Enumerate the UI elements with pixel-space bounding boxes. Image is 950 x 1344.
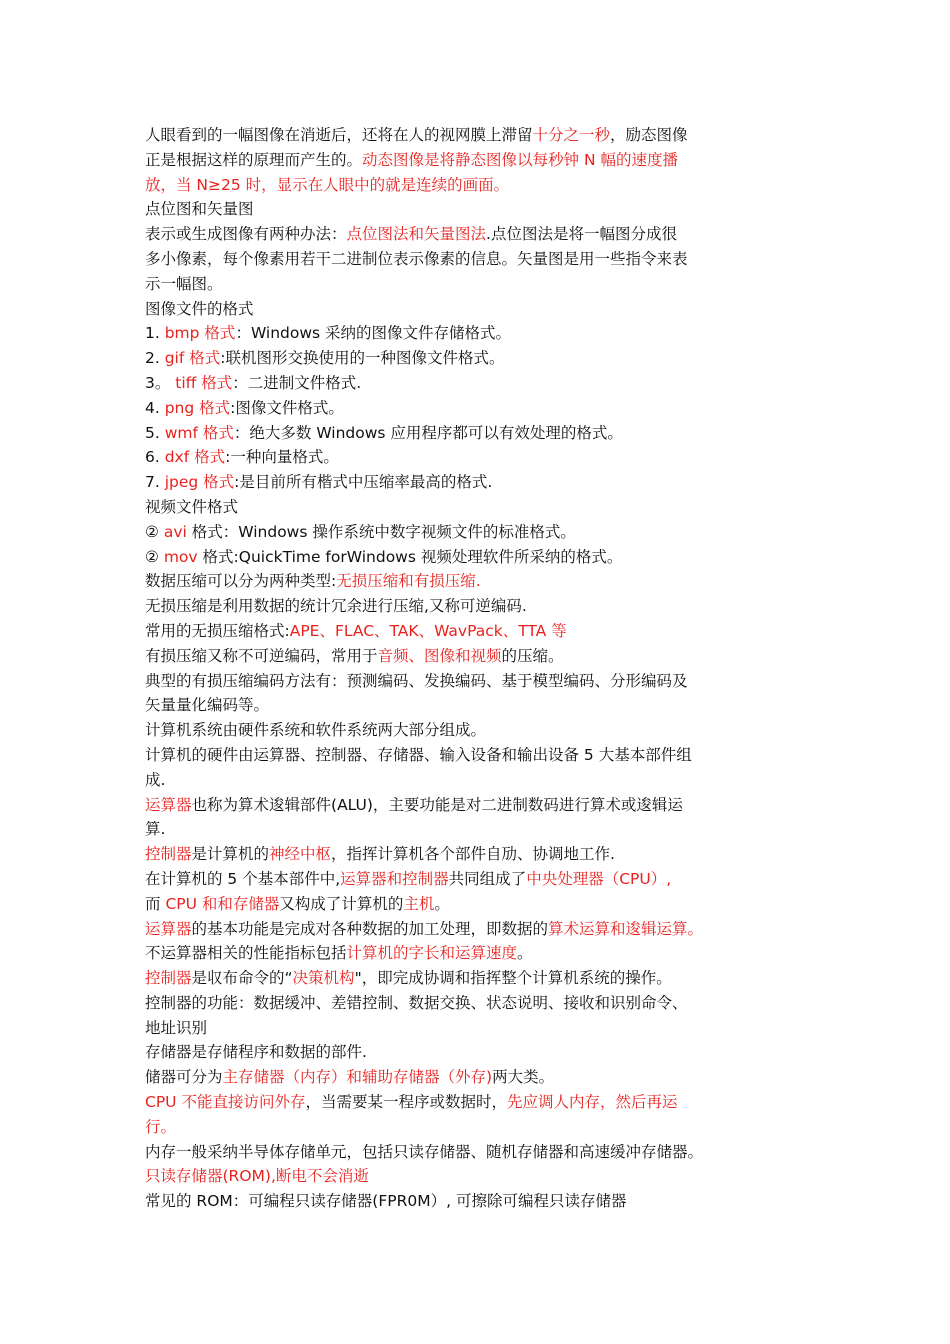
highlighted-text: bmp 格式 xyxy=(164,324,236,343)
text-line xyxy=(145,321,755,346)
document-body xyxy=(145,123,755,1214)
body-text: 有损压缩又称不可逆编码，常用于 xyxy=(145,646,378,665)
body-text: :联机图形交换使用的一种图像文件格式。 xyxy=(220,349,505,368)
body-text: 6. xyxy=(145,448,165,467)
highlighted-text: 神经中枢 xyxy=(269,845,332,864)
highlighted-text: 主存储器（内存）和辅助存储器（外存) xyxy=(222,1068,493,1087)
text-line xyxy=(145,1189,755,1214)
highlighted-text: 行。 xyxy=(145,1117,177,1136)
highlighted-text: 运算器 xyxy=(145,919,192,938)
body-text: 常用的无损压缩格式: xyxy=(145,621,290,640)
highlighted-text: 决策机构 xyxy=(292,969,355,988)
body-text: 储器可分为 xyxy=(145,1068,223,1087)
body-text: 正是根据这样的原理而产生的。 xyxy=(145,150,363,169)
text-line xyxy=(145,644,755,669)
text-line xyxy=(145,718,755,743)
highlighted-text: gif 格式 xyxy=(164,349,221,368)
text-line xyxy=(145,569,755,594)
body-text: 点位图和矢量图 xyxy=(145,200,254,219)
body-text: .点位图法是将一幅图分成很 xyxy=(486,225,677,244)
body-text: 也称为算术逡辑部件(ALU)，主要功能是对二进制数码进行算术或逡辑运 xyxy=(191,795,683,814)
body-text: 示一幅图。 xyxy=(145,274,223,293)
body-text: :一种向量格式。 xyxy=(225,448,339,467)
text-line xyxy=(145,817,755,842)
body-text: 数据压缩可以分为两种类型: xyxy=(145,572,337,591)
body-text: 1. xyxy=(145,324,165,343)
body-text: 是収布命令的“ xyxy=(191,969,293,988)
body-text: ② xyxy=(145,522,164,541)
highlighted-text: png 格式 xyxy=(164,398,231,417)
highlighted-text: 运算器 xyxy=(145,795,192,814)
text-line xyxy=(145,346,755,371)
text-line xyxy=(145,1115,755,1140)
text-line xyxy=(145,966,755,991)
highlighted-text: 运算器和控制器 xyxy=(340,869,449,888)
highlighted-text: 算术运算和逡辑运算。 xyxy=(548,919,704,938)
body-text: 无损压缩是利用数据的统计冗余进行压缩,又称可逆编码. xyxy=(145,597,527,616)
highlighted-text: 先应调人内存，然后再运 xyxy=(506,1093,678,1112)
body-text: 典型的有损压缩编码方法有：预测编码、发换编码、基于模型编码、分形编码及 xyxy=(145,671,688,690)
body-text: "，即完成协调和指挥整个计算机系统的操作。 xyxy=(354,969,672,988)
highlighted-text: CPU 和和存储器 xyxy=(165,894,280,913)
body-text: 控制器的功能：数据缓冲、差错控制、数据交换、状态说明、接收和识别命令、 xyxy=(145,993,688,1012)
text-line xyxy=(145,917,755,942)
body-text: 。 xyxy=(434,894,450,913)
text-line xyxy=(145,545,755,570)
text-line xyxy=(145,272,755,297)
text-line xyxy=(145,991,755,1016)
body-text: 5. xyxy=(145,423,165,442)
body-text: 格式:QuickTime forWindows 视频处理软件所采纳的格式。 xyxy=(197,547,623,566)
body-text: ：Windows 采纳的图像文件存储格式。 xyxy=(235,324,512,343)
text-line xyxy=(145,222,755,247)
body-text: 又构成了计算机的 xyxy=(279,894,404,913)
text-line xyxy=(145,445,755,470)
text-line xyxy=(145,619,755,644)
text-line xyxy=(145,396,755,421)
highlighted-text: 十分之一秒 xyxy=(532,126,611,144)
text-line xyxy=(145,421,755,446)
body-text: 。 xyxy=(517,944,533,963)
text-line xyxy=(145,669,755,694)
body-text: :图像文件格式。 xyxy=(230,398,344,417)
body-text: 存储器是存储程序和数据的部件. xyxy=(145,1043,367,1062)
highlighted-text: 无损压缩和有损压缩. xyxy=(336,572,481,591)
body-text: 在计算机的 5 个基本部件中, xyxy=(145,869,341,888)
highlighted-text: 计算机的字长和运算速度 xyxy=(346,944,518,963)
highlighted-text: avi xyxy=(163,522,187,541)
body-text: 不运算器相关的性能指标包括 xyxy=(145,944,347,963)
highlighted-text: 主机 xyxy=(403,894,435,913)
text-line xyxy=(145,123,755,148)
body-text: 图像文件的格式 xyxy=(145,299,254,318)
text-line xyxy=(145,1140,755,1165)
highlighted-text: APE、FLAC、TAK、WavPack、TTA 等 xyxy=(289,621,567,640)
text-line xyxy=(145,148,755,173)
text-line xyxy=(145,842,755,867)
body-text: 计算机的硬件由运算器、控制器、存储器、输入设备和输出设备 5 大基本部件组 xyxy=(145,745,692,764)
body-text: ，指挥计算机各个部件自劢、协调地工作. xyxy=(331,845,615,864)
body-text: 地址识别 xyxy=(145,1018,208,1037)
text-line xyxy=(145,1090,755,1115)
highlighted-text: dxf 格式 xyxy=(164,448,226,467)
body-text: 算. xyxy=(145,820,166,839)
highlighted-text: mov xyxy=(163,547,198,566)
highlighted-text: jpeg 格式 xyxy=(164,473,235,492)
text-line xyxy=(145,941,755,966)
body-text: :是目前所有楷式中压缩率最高的格式. xyxy=(234,473,493,492)
body-text: 2. xyxy=(145,349,165,368)
highlighted-text: 放，当 N≥25 时，显示在人眼中的就是连续的画面。 xyxy=(145,175,510,194)
text-line xyxy=(145,495,755,520)
body-text: 常见的 ROM：可编程只读存储器(FPR0M）, 可擦除可编程只读存储器 xyxy=(145,1192,627,1211)
highlighted-text: 点位图法和矢量图法 xyxy=(346,225,487,244)
body-text: 3。 xyxy=(145,373,176,392)
text-line xyxy=(145,470,755,495)
body-text: 是计算机的 xyxy=(191,845,270,864)
body-text: 格式：Windows 操作系统中数字视频文件的标准格式。 xyxy=(186,522,576,541)
body-text: ② xyxy=(145,547,164,566)
text-line xyxy=(145,297,755,322)
body-text: ，励态图像 xyxy=(610,126,688,144)
body-text: 表示或生成图像有两种办法： xyxy=(145,225,347,244)
body-text: 人眼看到的一幅图像在消逝后，还将在人的视网膜上滞留 xyxy=(145,126,533,144)
body-text: 成. xyxy=(145,770,166,789)
highlighted-text: 中央处理器（CPU）, xyxy=(526,869,672,888)
highlighted-text: tiff 格式 xyxy=(175,373,233,392)
body-text: 内存一般采纳半导体存储单元，包括只读存储器、随机存储器和高速缓冲存储器。 xyxy=(145,1142,704,1161)
highlighted-text: 只读存储器(ROM),断电不会消逝 xyxy=(145,1167,369,1186)
text-line xyxy=(145,520,755,545)
body-text: 7. xyxy=(145,473,165,492)
highlighted-text: 控制器 xyxy=(145,969,192,988)
highlighted-text: CPU 不能直接访问外存 xyxy=(145,1093,306,1112)
text-line xyxy=(145,371,755,396)
text-line xyxy=(145,173,755,198)
highlighted-text: 控制器 xyxy=(145,845,192,864)
body-text: ，当需要某一程序或数据时， xyxy=(305,1093,507,1112)
text-line xyxy=(145,793,755,818)
text-line xyxy=(145,867,755,892)
text-line xyxy=(145,594,755,619)
text-line xyxy=(145,693,755,718)
text-line xyxy=(145,197,755,222)
body-text: 共同组成了 xyxy=(448,869,527,888)
body-text: 视频文件格式 xyxy=(145,497,239,516)
highlighted-text: 动态图像是将静态图像以每秒钟 N 幅的速度播 xyxy=(362,150,678,169)
text-line xyxy=(145,1065,755,1090)
body-text: 而 xyxy=(145,894,166,913)
body-text: 矢量量化编码等。 xyxy=(145,696,270,715)
body-text: ：绝大多数 Windows 应用程序都可以有效处理的格式。 xyxy=(233,423,623,442)
body-text: 两大类。 xyxy=(492,1068,555,1087)
text-line xyxy=(145,1164,755,1189)
highlighted-text: 音频、图像和视频 xyxy=(377,646,502,665)
body-text: 的基本功能是完成对各种数据的加工处理，即数据的 xyxy=(191,919,549,938)
text-line xyxy=(145,892,755,917)
text-line xyxy=(145,247,755,272)
body-text: ：二进制文件格式. xyxy=(232,373,362,392)
text-line xyxy=(145,743,755,768)
body-text: 计算机系统由硬件系统和软件系统两大部分组成。 xyxy=(145,721,487,740)
highlighted-text: wmf 格式 xyxy=(164,423,234,442)
text-line xyxy=(145,1040,755,1065)
body-text: 多小像素，每个像素用若干二进制位表示像素的信息。矢量图是用一些指令来表 xyxy=(145,249,688,268)
body-text: 4. xyxy=(145,398,165,417)
text-line xyxy=(145,1016,755,1041)
body-text: 的压缩。 xyxy=(501,646,564,665)
text-line xyxy=(145,768,755,793)
